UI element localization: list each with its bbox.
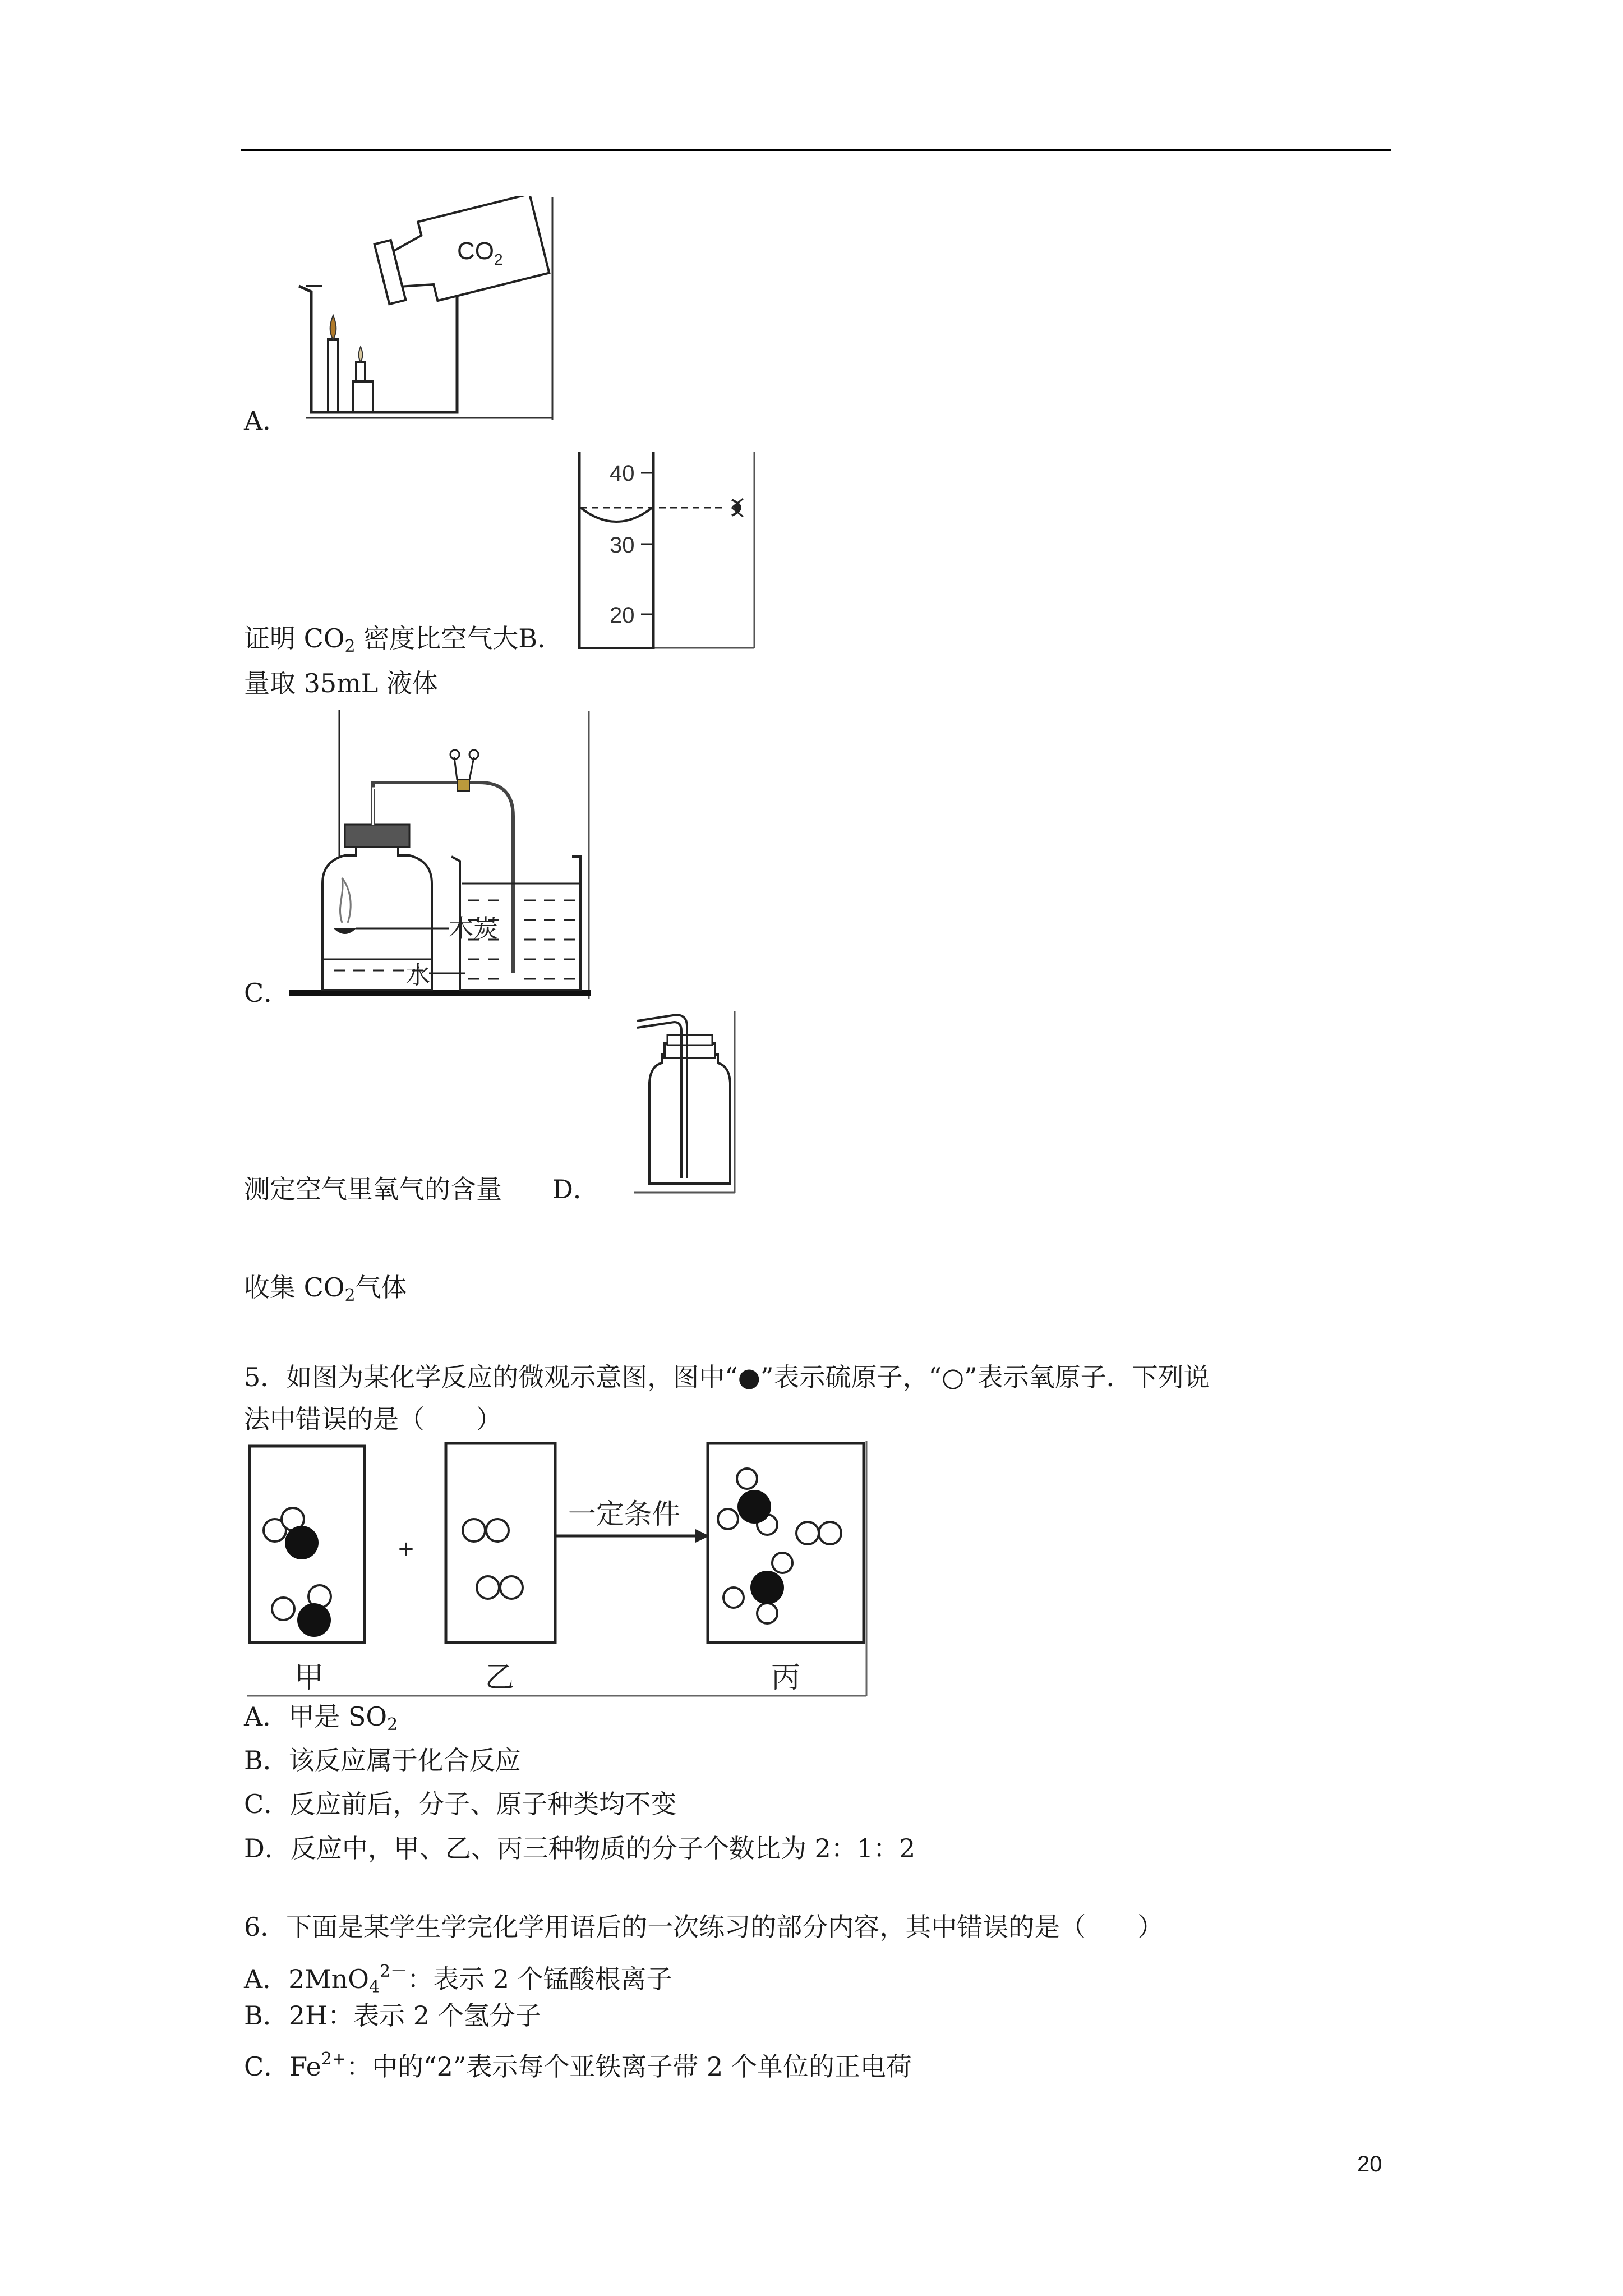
label-yi: 乙 — [485, 1661, 515, 1695]
figure-co2-pour — [289, 196, 555, 421]
label-jia: 甲 — [294, 1661, 324, 1695]
figure-graduated-cylinder — [575, 452, 757, 654]
tick-20: 20 — [610, 603, 635, 628]
page-number: 20 — [1357, 2152, 1382, 2177]
figure-oxygen-measurement — [289, 710, 592, 1001]
figure-reaction-microscopic — [247, 1441, 869, 1699]
q4-option-b-caption: 量取 35mL 液体 — [244, 668, 438, 698]
tick-40: 40 — [610, 461, 635, 486]
plus-sign: + — [398, 1535, 414, 1565]
header-rule — [241, 149, 1391, 151]
q4-option-d-caption: 收集 $CO_2$气体 — [244, 1272, 407, 1305]
charcoal-label: 木炭 — [449, 914, 498, 943]
q6-option-b: B．2H：表示 2 个氢分子 — [244, 2000, 541, 2031]
q6-option-c: C．$Fe^{2+}$：中的“2”表示每个亚铁离子带 2 个单位的正电荷 — [244, 2049, 912, 2082]
q5-option-c: C．反应前后，分子、原子种类均不变 — [244, 1789, 677, 1819]
q4-option-c-label: C． — [244, 978, 290, 1008]
water-label: 水 — [405, 961, 430, 990]
tick-30: 30 — [610, 533, 635, 558]
label-bing: 丙 — [771, 1661, 801, 1695]
arrow-condition-label: 一定条件 — [568, 1498, 680, 1530]
q5-option-b: B．该反应属于化合反应 — [244, 1745, 521, 1775]
q5-option-a: A．甲是 $SO_2$ — [244, 1701, 398, 1734]
figure-gas-bottle — [634, 1010, 737, 1195]
bottle-co2-label: $CO_2$ — [457, 237, 503, 268]
q5-stem-line2: 法中错误的是（ ） — [244, 1404, 502, 1434]
q4-option-c-caption: 测定空气里氧气的含量 D． — [244, 1174, 599, 1204]
q6-stem: 6．下面是某学生学完化学用语后的一次练习的部分内容，其中错误的是（ ） — [244, 1912, 1164, 1942]
q6-option-a: A．2MnO$_4^{2-}$：表示 2 个锰酸根离子 — [244, 1962, 672, 1997]
q5-option-d: D．反应中，甲、乙、丙三种物质的分子个数比为 2：1：2 — [244, 1833, 916, 1864]
q5-stem-line1: 5．如图为某化学反应的微观示意图，图中“●”表示硫原子，“○”表示氧原子．下列说 — [244, 1362, 1210, 1392]
q4-option-a-label: A． — [244, 406, 289, 436]
q4-option-a-caption: 证明 $CO_2$ 密度比空气大B． — [244, 623, 564, 656]
